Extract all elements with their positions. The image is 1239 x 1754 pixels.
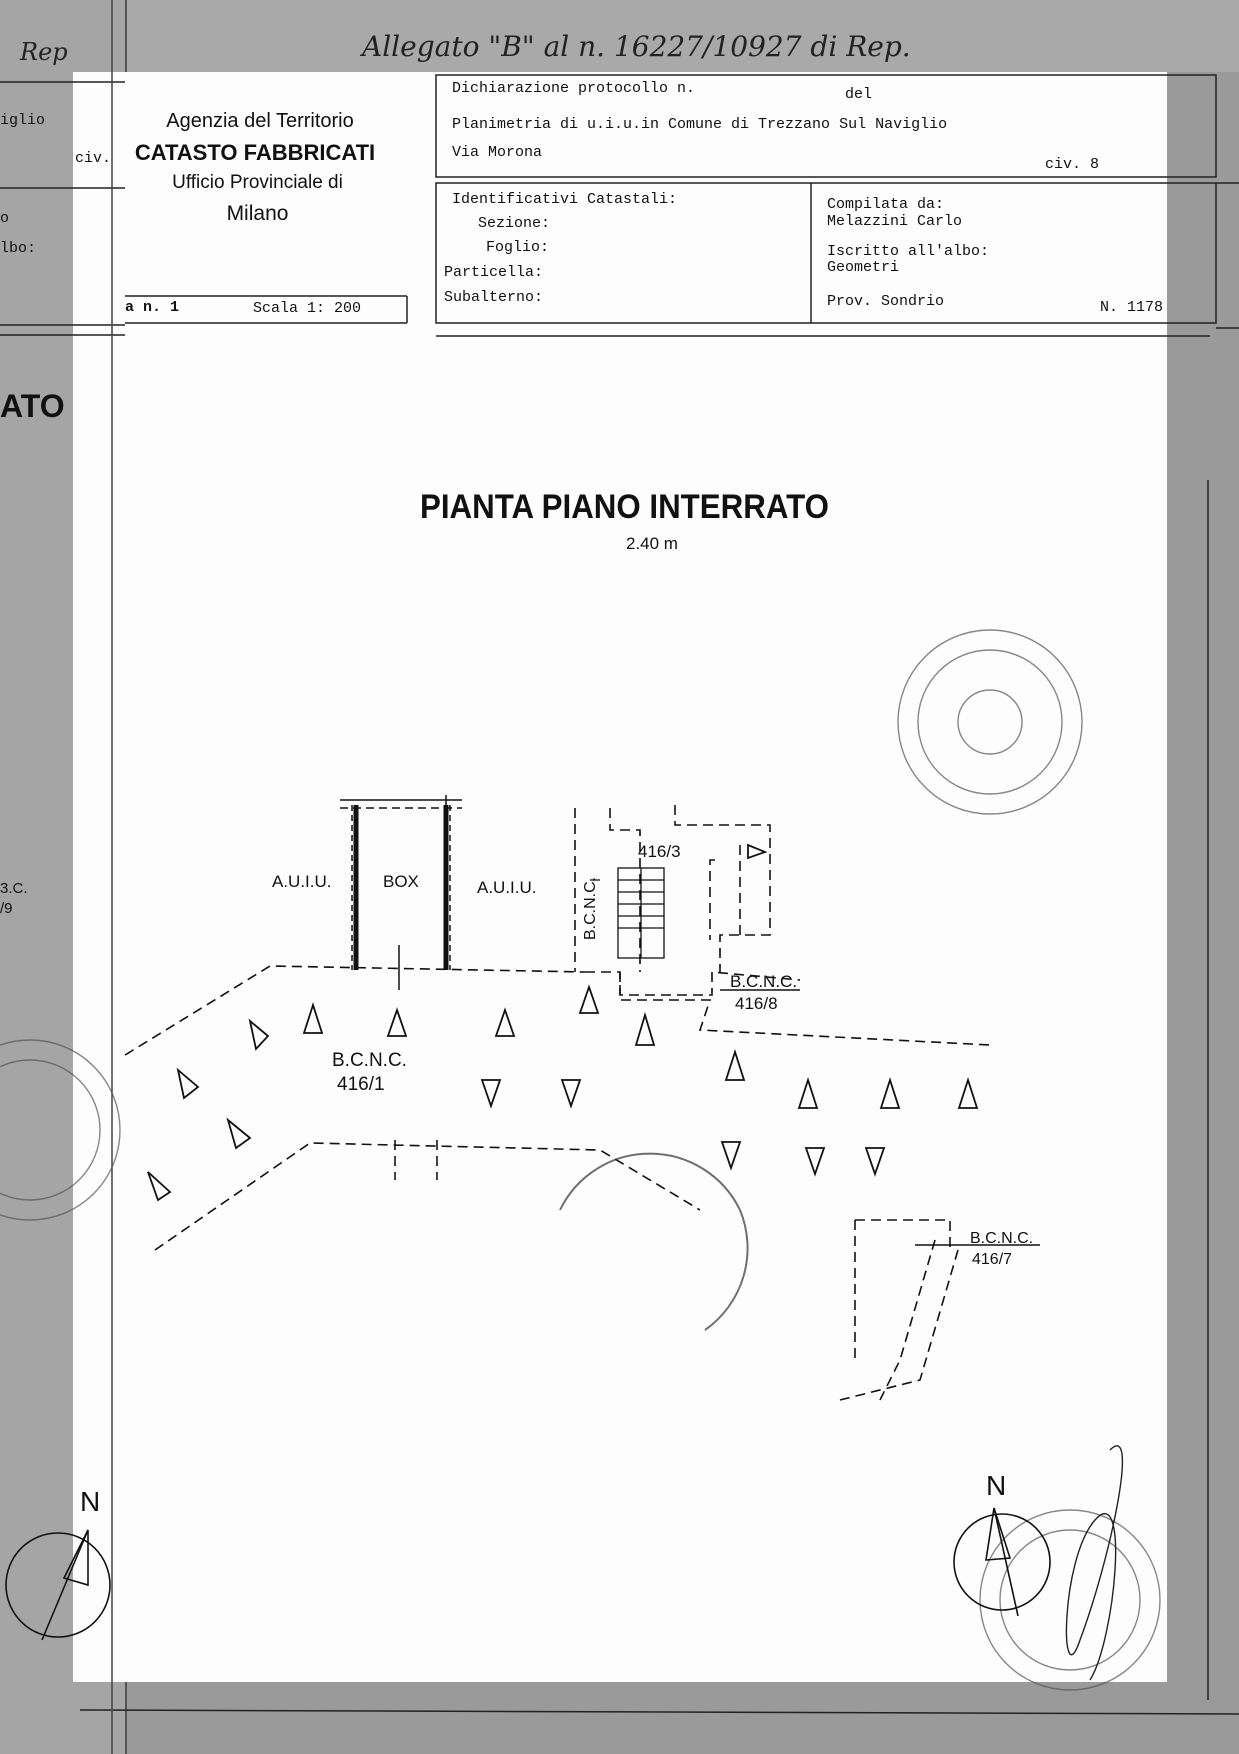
compilatore-name: Melazzini Carlo — [827, 213, 963, 230]
bcnc-label-416-1: B.C.N.C. — [332, 1050, 407, 1071]
scala-label: Scala 1: 200 — [253, 300, 362, 317]
box-label: BOX — [383, 872, 419, 891]
north-label-left: N — [80, 1486, 101, 1517]
plan-height: 2.40 m — [626, 534, 678, 553]
city-name: Milano — [226, 202, 289, 225]
scheda-number: a n. 1 — [125, 299, 180, 316]
north-label-right: N — [986, 1470, 1007, 1501]
sub-416-3-label: 416/3 — [638, 842, 681, 861]
left-civ-label: civ. — [75, 150, 112, 167]
planimetria-label: Planimetria di u.i.u.in Comune di Trezzano Sul Naviglio — [452, 116, 948, 133]
sub-416-8-label: 416/8 — [735, 994, 778, 1013]
sezione-label: Sezione: — [478, 215, 551, 232]
via-label: Via Morona — [452, 144, 543, 161]
left-o-fragment: o — [0, 210, 10, 227]
subalterno-label: Subalterno: — [444, 289, 544, 306]
signature-mark — [1066, 1446, 1122, 1680]
iscritto-label: Iscritto all'albo: — [827, 243, 990, 260]
foglio-label: Foglio: — [486, 239, 550, 256]
bcnc-vertical-label: B.C.N.C. — [582, 876, 599, 940]
left-naviglio-fragment: iglio — [0, 112, 46, 129]
left-num-fragment: /9 — [0, 900, 13, 917]
left-albo-fragment: lbo: — [0, 240, 37, 257]
provincia-label: Prov. Sondrio — [827, 293, 945, 310]
particella-label: Particella: — [444, 264, 544, 281]
catasto-title: CATASTO FABBRICATI — [134, 140, 376, 165]
plan-title: PIANTA PIANO INTERRATO — [420, 488, 829, 526]
left-rep-fragment: Rep — [20, 38, 68, 66]
stamp-graphics — [0, 630, 1160, 1690]
handwritten-allegato-note: Allegato "B" al n. 16227/10927 di Rep. — [362, 30, 911, 63]
left-cato-fragment: ATO — [0, 388, 65, 424]
del-label: del — [845, 86, 873, 103]
agency-name: Agenzia del Territorio — [166, 110, 354, 132]
dichiarazione-label: Dichiarazione protocollo n. — [452, 80, 696, 97]
sub-416-7-label: 416/7 — [972, 1251, 1013, 1268]
albo-value: Geometri — [827, 259, 900, 276]
ufficio-label: Ufficio Provinciale di — [172, 172, 343, 193]
auiu-left-label: A.U.I.U. — [272, 872, 332, 891]
identificativi-label: Identificativi Catastali: — [452, 191, 678, 208]
compilata-label: Compilata da: — [827, 196, 945, 213]
auiu-right-label: A.U.I.U. — [477, 878, 537, 897]
civ-number: civ. 8 — [1045, 156, 1100, 173]
albo-number: N. 1178 — [1100, 299, 1164, 316]
sub-416-1-label: 416/1 — [337, 1074, 385, 1095]
bcnc-label-416-7: B.C.N.C. — [970, 1230, 1034, 1247]
bcnc-label-416-8: B.C.N.C. — [730, 972, 798, 991]
left-bcnc-fragment: 3.C. — [0, 880, 28, 897]
